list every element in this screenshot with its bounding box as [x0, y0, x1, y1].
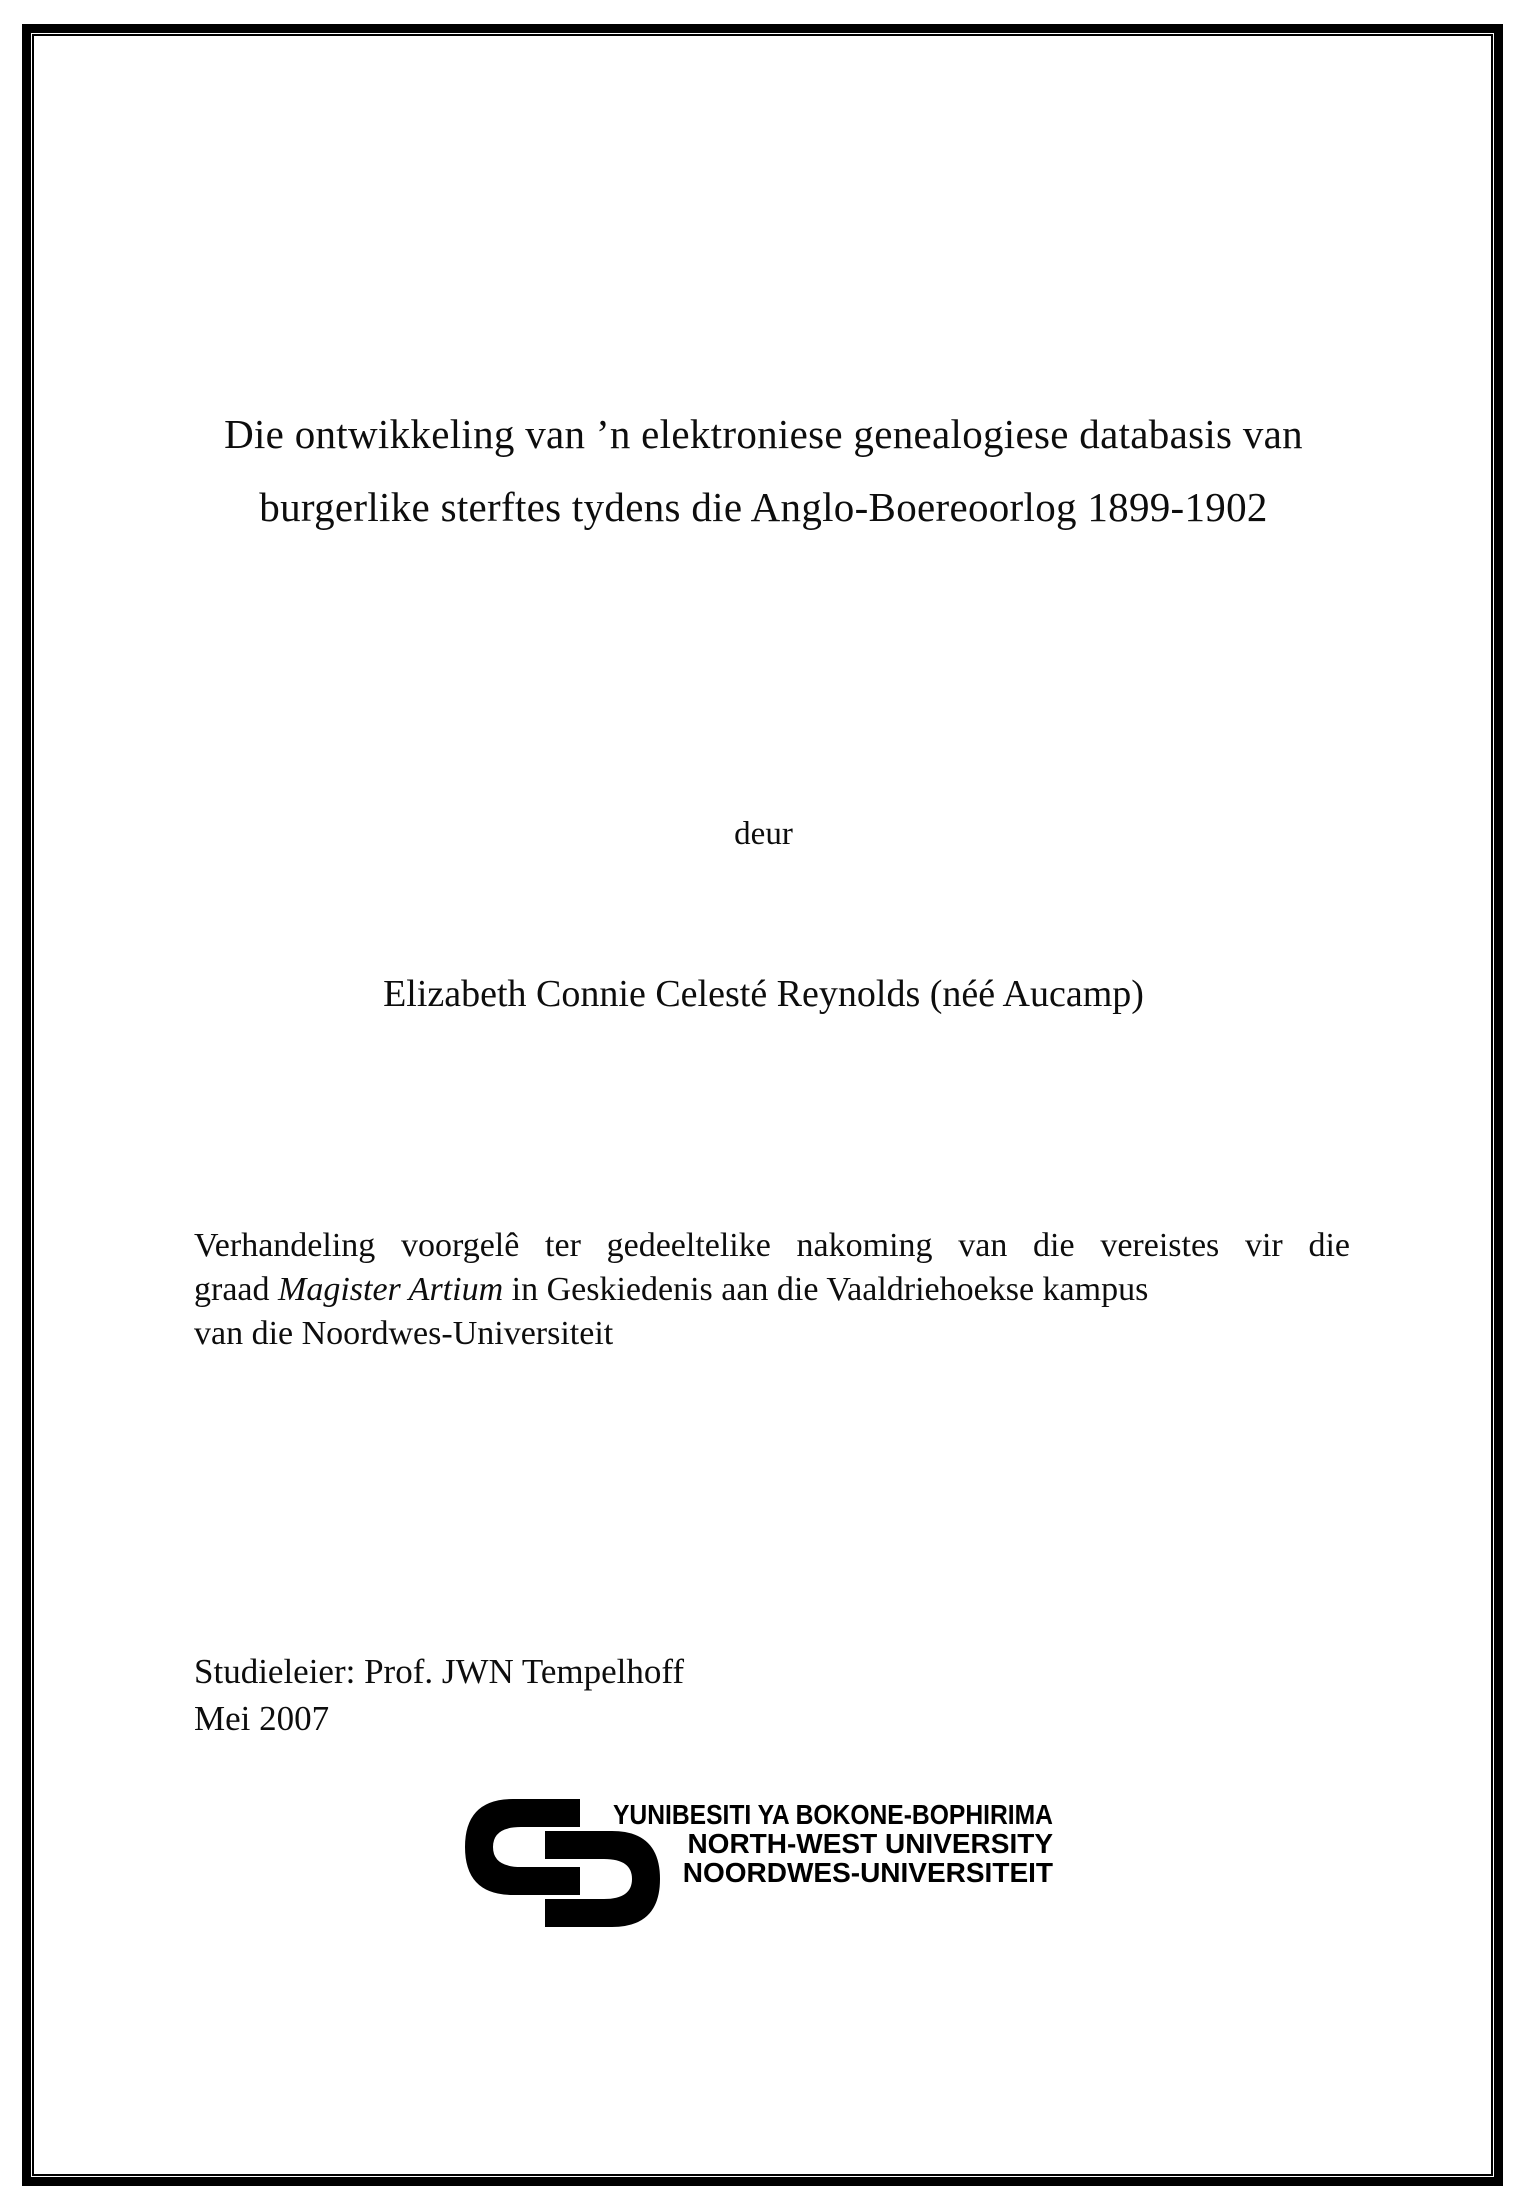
thesis-title: [0, 398, 1527, 544]
university-name-afrikaans: NOORDWES-UNIVERSITEIT: [682, 1857, 1053, 1888]
degree-statement-line2-post: in Geskiedenis aan die Vaaldriehoekse kampus: [503, 1271, 1149, 1308]
thesis-title-line1: Die ontwikkeling van ’n elektroniese genealogiese databasis van: [224, 411, 1303, 457]
degree-statement-line1: Verhandeling voorgelê ter gedeeltelike nakoming van die vereistes vir die: [194, 1227, 1350, 1264]
supervisor-line: Studieleier: Prof. JWN Tempelhoff: [194, 1652, 685, 1691]
degree-statement-line2: [194, 1268, 1350, 1312]
degree-statement: [194, 1224, 1350, 1356]
university-wordmark: [553, 1800, 1053, 1887]
degree-statement-line3: van die Noordwes-Universiteit: [194, 1315, 614, 1352]
supervisor-block: [194, 1648, 684, 1742]
author-name: Elizabeth Connie Celesté Reynolds (néé Aucamp): [383, 973, 1144, 1015]
university-name-english: NORTH-WEST UNIVERSITY: [687, 1828, 1053, 1859]
university-name-setswana: YUNIBESITI YA BOKONE-BOPHIRIMA: [613, 1799, 1053, 1830]
degree-name-italic: Magister Artium: [278, 1271, 504, 1308]
byline-deur: deur: [734, 816, 793, 852]
thesis-title-line2: burgerlike sterftes tydens die Anglo-Boereoorlog 1899-1902: [259, 484, 1268, 530]
date-line: Mei 2007: [194, 1699, 330, 1738]
degree-statement-line2-pre: graad: [194, 1271, 279, 1308]
